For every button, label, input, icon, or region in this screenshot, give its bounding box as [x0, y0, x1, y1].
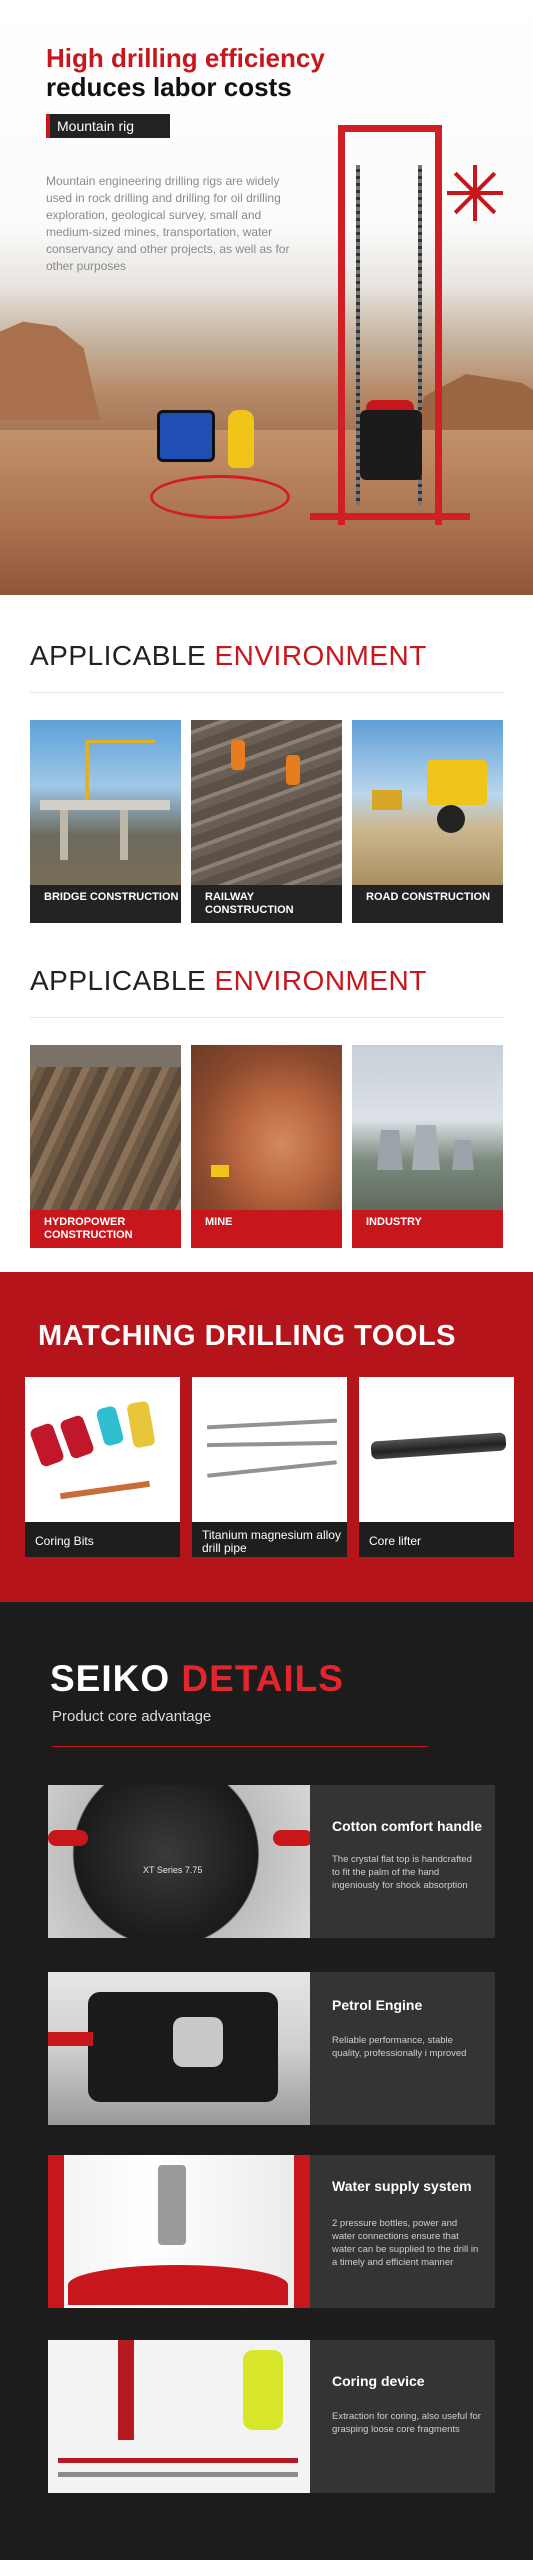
divider: [52, 1746, 428, 1747]
mine-photo: [191, 1045, 342, 1210]
env-card-mine[interactable]: [191, 1045, 342, 1248]
tool-label: Core lifter: [359, 1522, 514, 1557]
tool-card-drill-pipe[interactable]: [192, 1377, 347, 1557]
feature-title: Cotton comfort handle: [332, 1818, 483, 1834]
feature-title: Coring device: [332, 2373, 425, 2389]
env-card-hydropower[interactable]: [30, 1045, 181, 1248]
section-title-details: [50, 1658, 344, 1700]
title-text: APPLICABLE: [30, 965, 215, 996]
drilling-rig-image: [330, 125, 450, 535]
section-title-tools: MATCHING DRILLING TOOLS: [38, 1320, 457, 1352]
feature-engine: [48, 1972, 495, 2125]
feature-desc: Reliable performance, stable quality, professionally i mproved: [332, 2035, 467, 2059]
rig-post: [338, 125, 345, 525]
env-card-label: INDUSTRY: [352, 1210, 503, 1248]
env-card-label: BRIDGE CONSTRUCTION: [30, 885, 181, 923]
rig-base: [310, 513, 470, 520]
engine: [360, 410, 422, 480]
feature-desc: 2 pressure bottles, power and water connections ensure that water can be supplied to the drill in a timely and efficient manner: [332, 2218, 479, 2268]
tool-card-coring-bits[interactable]: [25, 1377, 180, 1557]
water-supply-photo: [48, 2155, 310, 2308]
feature-title: Petrol Engine: [332, 1997, 423, 2013]
industry-photo: [352, 1045, 503, 1210]
hydropower-photo: [30, 1045, 181, 1210]
env-card-bridge[interactable]: [30, 720, 181, 923]
section-title-environment: [30, 640, 427, 672]
feature-desc: The crystal flat top is handcrafted to fit the palm of the hand ingeniously for shock absorption: [332, 1854, 472, 1891]
road-photo: [352, 720, 503, 885]
title-text: APPLICABLE: [30, 640, 215, 671]
title-text: SEIKO: [50, 1658, 182, 1699]
env-card-label: HYDROPOWER CONSTRUCTION: [30, 1210, 181, 1248]
feature-title: Water supply system: [332, 2178, 472, 2194]
handle-photo: [48, 1785, 310, 1938]
coring-device-photo: [48, 2340, 310, 2493]
hose-image: [150, 475, 290, 519]
rig-post: [435, 125, 442, 525]
divider: [30, 692, 505, 693]
tool-card-core-lifter[interactable]: [359, 1377, 514, 1557]
details-section: [0, 1602, 533, 2560]
hero-banner: [0, 0, 533, 595]
title-highlight: ENVIRONMENT: [214, 640, 427, 671]
railway-photo: [191, 720, 342, 885]
section-title-environment: [30, 965, 427, 997]
tool-label: Titanium magnesium alloy drill pipe: [192, 1522, 347, 1557]
engine-model-text: XT Series 7.75: [143, 1865, 203, 1875]
env-card-label: RAILWAY CONSTRUCTION: [191, 885, 342, 923]
env-card-label: MINE: [191, 1210, 342, 1248]
feature-water-supply: [48, 2155, 495, 2308]
wheel-hub: [469, 187, 481, 199]
product-tag: Mountain rig: [46, 114, 170, 138]
divider: [30, 1017, 505, 1018]
feature-coring-device: [48, 2340, 495, 2493]
drill-pipe-photo: [192, 1377, 347, 1522]
coring-bits-photo: [25, 1377, 180, 1522]
hero-title: [46, 44, 366, 102]
env-card-industry[interactable]: [352, 1045, 503, 1248]
hero-description: Mountain engineering drilling rigs are widely used in rock drilling and drilling for oil drilling exploration, geological survey, small and medium-sized mines, transportation, water conservancy and other projects, as well as for other purposes: [46, 174, 290, 273]
env-card-road[interactable]: [352, 720, 503, 923]
bridge-photo: [30, 720, 181, 885]
env-card-railway[interactable]: [191, 720, 342, 923]
hand-wheel-image: [447, 165, 503, 221]
hero-title-line1: High drilling efficiency: [46, 43, 325, 73]
feature-handle: [48, 1785, 495, 1938]
details-subtitle: Product core advantage: [52, 1708, 212, 1725]
title-highlight: ENVIRONMENT: [214, 965, 427, 996]
matching-tools-section: [0, 1272, 533, 1602]
water-pump-image: [157, 410, 215, 462]
hero-title-line2: reduces labor costs: [46, 72, 292, 102]
rig-crossbar: [338, 125, 442, 132]
rock-formation: [0, 300, 100, 420]
title-highlight: DETAILS: [181, 1658, 344, 1699]
env-card-label: ROAD CONSTRUCTION: [352, 885, 503, 923]
engine-photo: [48, 1972, 310, 2125]
tool-label: Coring Bits: [25, 1522, 180, 1557]
core-lifter-photo: [359, 1377, 514, 1522]
feature-desc: Extraction for coring, also useful for grasping loose core fragments: [332, 2411, 481, 2435]
pressure-bottle-image: [228, 410, 254, 468]
